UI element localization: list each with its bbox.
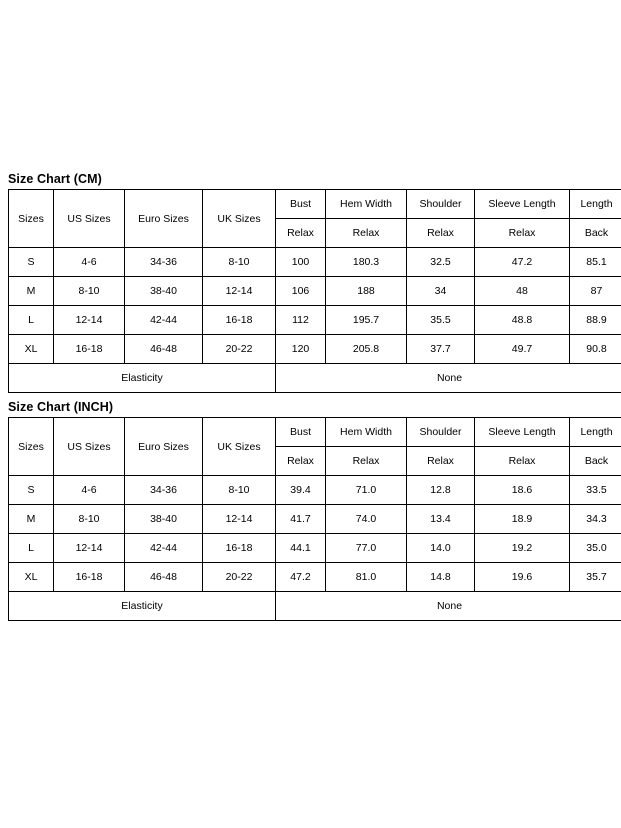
size-chart-cm-title: Size Chart (CM) <box>8 172 102 186</box>
cell-size: S <box>9 248 54 277</box>
subheader-length: Back <box>570 219 621 248</box>
cell-euro-size: 38-40 <box>125 277 203 306</box>
cell-length: 33.5 <box>570 476 621 505</box>
subheader-sleeve-length: Relax <box>475 219 570 248</box>
table-row <box>9 505 621 534</box>
header-hem-width: Hem Width <box>326 418 407 447</box>
cell-bust: 100 <box>276 248 326 277</box>
size-chart-document <box>8 172 613 621</box>
cell-bust: 106 <box>276 277 326 306</box>
subheader-hem-width: Relax <box>326 447 407 476</box>
cell-uk-size: 12-14 <box>203 277 276 306</box>
cell-bust: 44.1 <box>276 534 326 563</box>
subheader-shoulder: Relax <box>407 219 475 248</box>
header-sizes: Sizes <box>9 190 54 248</box>
subheader-hem-width: Relax <box>326 219 407 248</box>
cell-bust: 47.2 <box>276 563 326 592</box>
cell-euro-size: 42-44 <box>125 306 203 335</box>
elasticity-row <box>9 364 621 393</box>
header-hem-width: Hem Width <box>326 190 407 219</box>
cell-length: 35.0 <box>570 534 621 563</box>
cell-euro-size: 34-36 <box>125 476 203 505</box>
header-shoulder: Shoulder <box>407 418 475 447</box>
cell-shoulder: 34 <box>407 277 475 306</box>
subheader-bust: Relax <box>276 447 326 476</box>
size-chart-cm-block <box>8 172 613 393</box>
cell-sleeve-length: 18.9 <box>475 505 570 534</box>
table-header-row <box>9 190 621 219</box>
cell-euro-size: 38-40 <box>125 505 203 534</box>
header-sleeve-length: Sleeve Length <box>475 418 570 447</box>
cell-us-size: 12-14 <box>54 306 125 335</box>
header-us-sizes: US Sizes <box>54 418 125 476</box>
cell-size: M <box>9 277 54 306</box>
cell-length: 34.3 <box>570 505 621 534</box>
cell-size: XL <box>9 335 54 364</box>
cell-uk-size: 12-14 <box>203 505 276 534</box>
cell-uk-size: 20-22 <box>203 563 276 592</box>
cell-sleeve-length: 48 <box>475 277 570 306</box>
elasticity-value: None <box>276 364 621 393</box>
cell-hem-width: 205.8 <box>326 335 407 364</box>
header-uk-sizes: UK Sizes <box>203 190 276 248</box>
elasticity-label: Elasticity <box>9 592 276 621</box>
cell-shoulder: 12.8 <box>407 476 475 505</box>
size-chart-inch-table <box>8 417 621 621</box>
header-uk-sizes: UK Sizes <box>203 418 276 476</box>
header-bust: Bust <box>276 418 326 447</box>
table-row <box>9 335 621 364</box>
cell-length: 88.9 <box>570 306 621 335</box>
header-sizes: Sizes <box>9 418 54 476</box>
cell-size: S <box>9 476 54 505</box>
subheader-bust: Relax <box>276 219 326 248</box>
cell-length: 87 <box>570 277 621 306</box>
header-us-sizes: US Sizes <box>54 190 125 248</box>
cell-us-size: 12-14 <box>54 534 125 563</box>
cell-shoulder: 35.5 <box>407 306 475 335</box>
header-length: Length <box>570 190 621 219</box>
cell-uk-size: 8-10 <box>203 476 276 505</box>
table-header-row <box>9 418 621 447</box>
cell-us-size: 16-18 <box>54 335 125 364</box>
cell-size: M <box>9 505 54 534</box>
cell-sleeve-length: 18.6 <box>475 476 570 505</box>
table-row <box>9 306 621 335</box>
cell-uk-size: 16-18 <box>203 306 276 335</box>
cell-us-size: 8-10 <box>54 277 125 306</box>
elasticity-label: Elasticity <box>9 364 276 393</box>
cell-sleeve-length: 19.6 <box>475 563 570 592</box>
cell-euro-size: 46-48 <box>125 335 203 364</box>
cell-length: 35.7 <box>570 563 621 592</box>
elasticity-row <box>9 592 621 621</box>
cell-shoulder: 14.0 <box>407 534 475 563</box>
cell-us-size: 4-6 <box>54 248 125 277</box>
header-sleeve-length: Sleeve Length <box>475 190 570 219</box>
cell-bust: 120 <box>276 335 326 364</box>
cell-hem-width: 195.7 <box>326 306 407 335</box>
cell-size: L <box>9 306 54 335</box>
cell-euro-size: 34-36 <box>125 248 203 277</box>
subheader-length: Back <box>570 447 621 476</box>
cell-shoulder: 13.4 <box>407 505 475 534</box>
header-length: Length <box>570 418 621 447</box>
header-euro-sizes: Euro Sizes <box>125 190 203 248</box>
cell-bust: 112 <box>276 306 326 335</box>
table-row <box>9 277 621 306</box>
cell-us-size: 4-6 <box>54 476 125 505</box>
cell-shoulder: 37.7 <box>407 335 475 364</box>
cell-sleeve-length: 47.2 <box>475 248 570 277</box>
header-shoulder: Shoulder <box>407 190 475 219</box>
cell-hem-width: 81.0 <box>326 563 407 592</box>
cell-hem-width: 71.0 <box>326 476 407 505</box>
elasticity-value: None <box>276 592 621 621</box>
cell-uk-size: 20-22 <box>203 335 276 364</box>
size-chart-inch-title: Size Chart (INCH) <box>8 400 114 414</box>
cell-size: XL <box>9 563 54 592</box>
header-euro-sizes: Euro Sizes <box>125 418 203 476</box>
cell-hem-width: 74.0 <box>326 505 407 534</box>
table-row <box>9 534 621 563</box>
subheader-sleeve-length: Relax <box>475 447 570 476</box>
size-chart-inch-block <box>8 400 613 621</box>
cell-shoulder: 32.5 <box>407 248 475 277</box>
cell-uk-size: 8-10 <box>203 248 276 277</box>
subheader-shoulder: Relax <box>407 447 475 476</box>
cell-sleeve-length: 19.2 <box>475 534 570 563</box>
cell-euro-size: 46-48 <box>125 563 203 592</box>
cell-us-size: 16-18 <box>54 563 125 592</box>
cell-bust: 41.7 <box>276 505 326 534</box>
cell-hem-width: 180.3 <box>326 248 407 277</box>
cell-uk-size: 16-18 <box>203 534 276 563</box>
cell-hem-width: 77.0 <box>326 534 407 563</box>
table-row <box>9 248 621 277</box>
cell-size: L <box>9 534 54 563</box>
cell-length: 85.1 <box>570 248 621 277</box>
cell-euro-size: 42-44 <box>125 534 203 563</box>
cell-bust: 39.4 <box>276 476 326 505</box>
size-chart-cm-table <box>8 189 621 393</box>
table-row <box>9 563 621 592</box>
cell-sleeve-length: 49.7 <box>475 335 570 364</box>
header-bust: Bust <box>276 190 326 219</box>
cell-sleeve-length: 48.8 <box>475 306 570 335</box>
cell-us-size: 8-10 <box>54 505 125 534</box>
cell-length: 90.8 <box>570 335 621 364</box>
cell-shoulder: 14.8 <box>407 563 475 592</box>
table-row <box>9 476 621 505</box>
cell-hem-width: 188 <box>326 277 407 306</box>
